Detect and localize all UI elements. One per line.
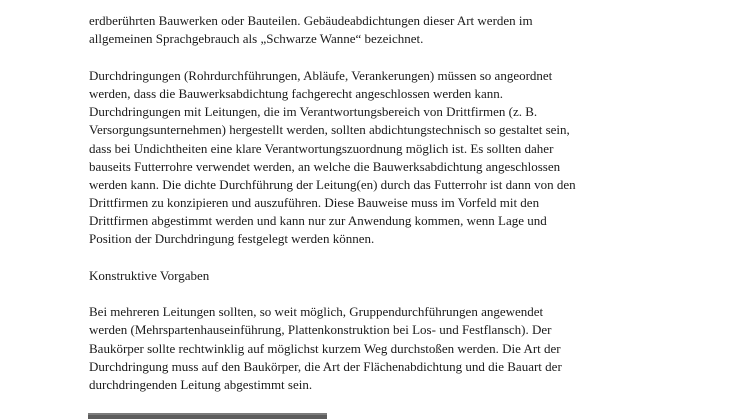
paragraph-line: Durchdringung muss auf den Baukörper, die Art der Flächenabdichtung und die Bauart der (89, 358, 562, 374)
paragraph-line: Durchdringungen (Rohrdurchführungen, Abläufe, Verankerungen) müssen so angeordnet (89, 67, 553, 83)
paragraph-line: Baukörper sollte rechtwinklig auf möglichst kurzem Weg durchstoßen werden. Die Art der (89, 340, 561, 356)
paragraph-line: Position der Durchdringung festgelegt werden können. (89, 231, 375, 247)
paragraph-line: allgemeinen Sprachgebrauch als „Schwarze Wanne“ bezeichnet. (89, 31, 424, 47)
paragraph-line: erdberührten Bauwerken oder Bauteilen. Gebäudeabdichtungen dieser Art werden im (89, 13, 533, 29)
paragraph-line: Drittfirmen abgestimmt werden und kann nur zur Anwendung kommen, wenn Lage und (89, 213, 547, 229)
document-body (89, 0, 669, 394)
paragraph-line: werden kann. Die dichte Durchführung der Leitung(en) durch das Futterrohr ist dann von den (89, 176, 576, 192)
paragraph-line: bauseits Futterrohre verwendet werden, an welche die Bauwerksabdichtung angeschlossen (89, 158, 561, 174)
paragraph-line: Versorgungsunternehmen) hergestellt werden, sollten abdichtungstechnisch so gestaltet sein, (89, 122, 570, 138)
paragraph-line: dass bei Undichtheiten eine klare Verantwortungszuordnung möglich ist. Es sollten daher (89, 140, 554, 156)
paragraph-line: werden, dass die Bauwerksabdichtung fachgerecht angeschlossen werden kann. (89, 85, 504, 101)
paragraph-line: durchdringenden Leitung abgestimmt sein. (89, 376, 313, 392)
paragraph-line: Bei mehreren Leitungen sollten, so weit möglich, Gruppendurchführungen angewendet (89, 304, 544, 320)
paragraph-durchdringungen (89, 67, 669, 249)
paragraph-line: Drittfirmen zu konzipieren und auszuführen. Diese Bauweise muss im Vorfeld mit den (89, 195, 540, 211)
paragraph-line: werden (Mehrspartenhauseinführung, Plattenkonstruktion bei Los- und Festflansch). Der (89, 322, 552, 338)
paragraph-spacer (89, 249, 669, 267)
paragraph-spacer (89, 285, 669, 303)
paragraph-spacer (89, 49, 669, 67)
paragraph-intro (89, 0, 669, 49)
section-heading: Konstruktive Vorgaben (89, 267, 210, 283)
figure-image-edge (88, 413, 327, 415)
paragraph-konstruktive-vorgaben (89, 303, 669, 394)
paragraph-line: Durchdringungen mit Leitungen, die im Verantwortungsbereich von Drittfirmen (z. B. (89, 104, 538, 120)
figure-image (88, 413, 327, 419)
